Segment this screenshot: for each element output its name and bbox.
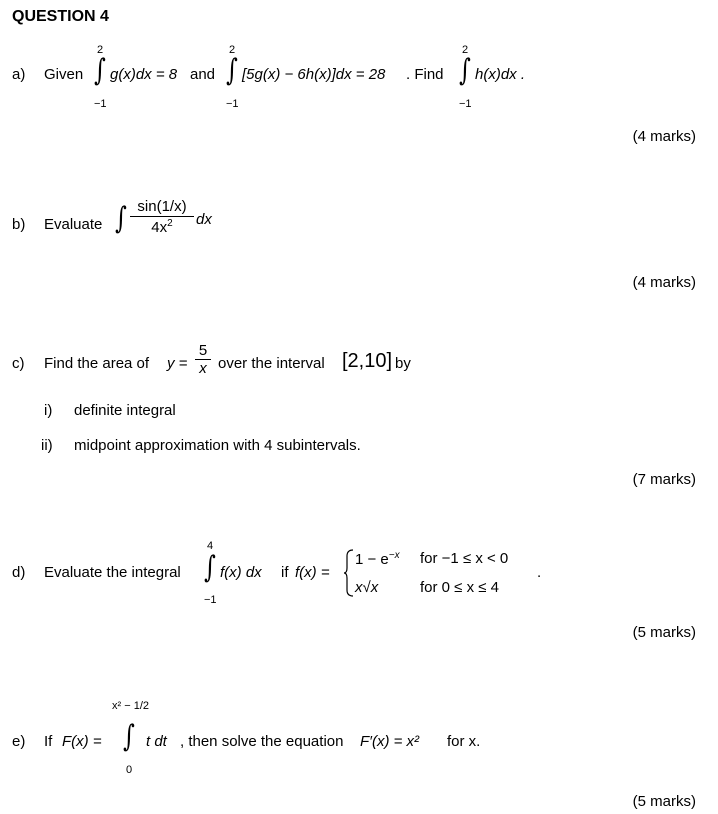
integral-1-upper: 2 [97, 44, 104, 56]
part-c-by: by [395, 355, 411, 372]
part-c-y: y = [167, 355, 188, 372]
part-c-text1: Find the area of [44, 355, 150, 372]
fraction-c-numerator: 5 [195, 342, 211, 360]
integral-2-upper: 2 [229, 44, 236, 56]
part-d-text1: Evaluate the integral [44, 564, 181, 581]
integral-e-sign: ∫ [123, 719, 135, 754]
part-e-Fx-eq: F(x) = [62, 733, 102, 750]
fraction-b [130, 198, 194, 236]
fraction-b-denominator [130, 217, 194, 236]
part-a-find: . Find [406, 66, 444, 83]
h-integral-expr: h(x)dx . [475, 66, 526, 83]
part-e-tdt: t dt [146, 733, 167, 750]
part-b-evaluate: Evaluate [44, 216, 103, 233]
combined-integral-expr: [5g(x) − 6h(x)]dx = 28 [242, 66, 386, 83]
part-d-if: if [281, 564, 289, 581]
part-a-given: Given [44, 66, 84, 83]
part-d-fx-eq: f(x) = [295, 564, 330, 581]
part-a-marks: (4 marks) [632, 128, 696, 145]
fraction-b-numerator: sin(1/x) [130, 198, 194, 217]
part-e-label: e) [12, 733, 26, 750]
integral-e-lower: 0 [126, 764, 133, 776]
integral-3-upper: 2 [462, 44, 469, 56]
integral-3-lower: −1 [459, 98, 472, 110]
case1-base: 1 − e [355, 551, 389, 568]
part-e-for-x: for x. [447, 733, 481, 750]
fraction-b-den-base: 4x [151, 219, 168, 236]
g-integral-expr: g(x)dx = 8 [110, 66, 178, 83]
integral-b-sign: ∫ [115, 201, 127, 236]
part-e-text: , then solve the equation [180, 733, 344, 750]
integral-d-upper: 4 [207, 540, 214, 552]
piecewise-brace [343, 548, 355, 598]
part-e-marks: (5 marks) [632, 793, 696, 810]
fraction-b-den-exp: 2 [167, 218, 173, 229]
piecewise-case1-cond: for −1 ≤ x < 0 [420, 550, 509, 567]
part-d-marks: (5 marks) [632, 624, 696, 641]
part-a-label: a) [12, 66, 26, 83]
part-c-ii-text: midpoint approximation with 4 subintervals. [74, 437, 361, 454]
part-b-label: b) [12, 216, 26, 233]
integral-e-upper: x² − 1/2 [112, 700, 149, 712]
part-c-interval: [2,10] [342, 350, 393, 372]
question-title: QUESTION 4 [12, 8, 109, 25]
integral-3-sign: ∫ [459, 53, 471, 88]
part-b-marks: (4 marks) [632, 274, 696, 291]
fraction-c-denominator: x [199, 360, 207, 377]
integral-1-sign: ∫ [94, 53, 106, 88]
part-e-Fprime: F′(x) = x² [360, 733, 420, 750]
fraction-c [195, 342, 211, 377]
piecewise-case2-cond: for 0 ≤ x ≤ 4 [420, 579, 499, 596]
part-c-label: c) [12, 355, 25, 372]
piecewise-case1-expr [355, 550, 400, 568]
part-c-marks: (7 marks) [632, 471, 696, 488]
piecewise-case2-expr: x√x [355, 579, 379, 596]
integral-2-lower: −1 [226, 98, 239, 110]
part-e-if: If [44, 733, 53, 750]
part-d-label: d) [12, 564, 26, 581]
integral-2-sign: ∫ [226, 53, 238, 88]
part-d-period: . [537, 564, 542, 581]
part-c-text2: over the interval [218, 355, 325, 372]
part-b-dx: dx [196, 211, 212, 228]
part-a-and: and [190, 66, 216, 83]
integral-1-lower: −1 [94, 98, 107, 110]
part-c-i-text: definite integral [74, 402, 176, 419]
integral-d-lower: −1 [204, 594, 217, 606]
part-c-i-label: i) [44, 402, 53, 419]
integral-d-sign: ∫ [204, 550, 216, 585]
part-d-fx-dx: f(x) dx [220, 564, 262, 581]
part-c-ii-label: ii) [41, 437, 53, 454]
case1-exp: −x [388, 550, 400, 561]
